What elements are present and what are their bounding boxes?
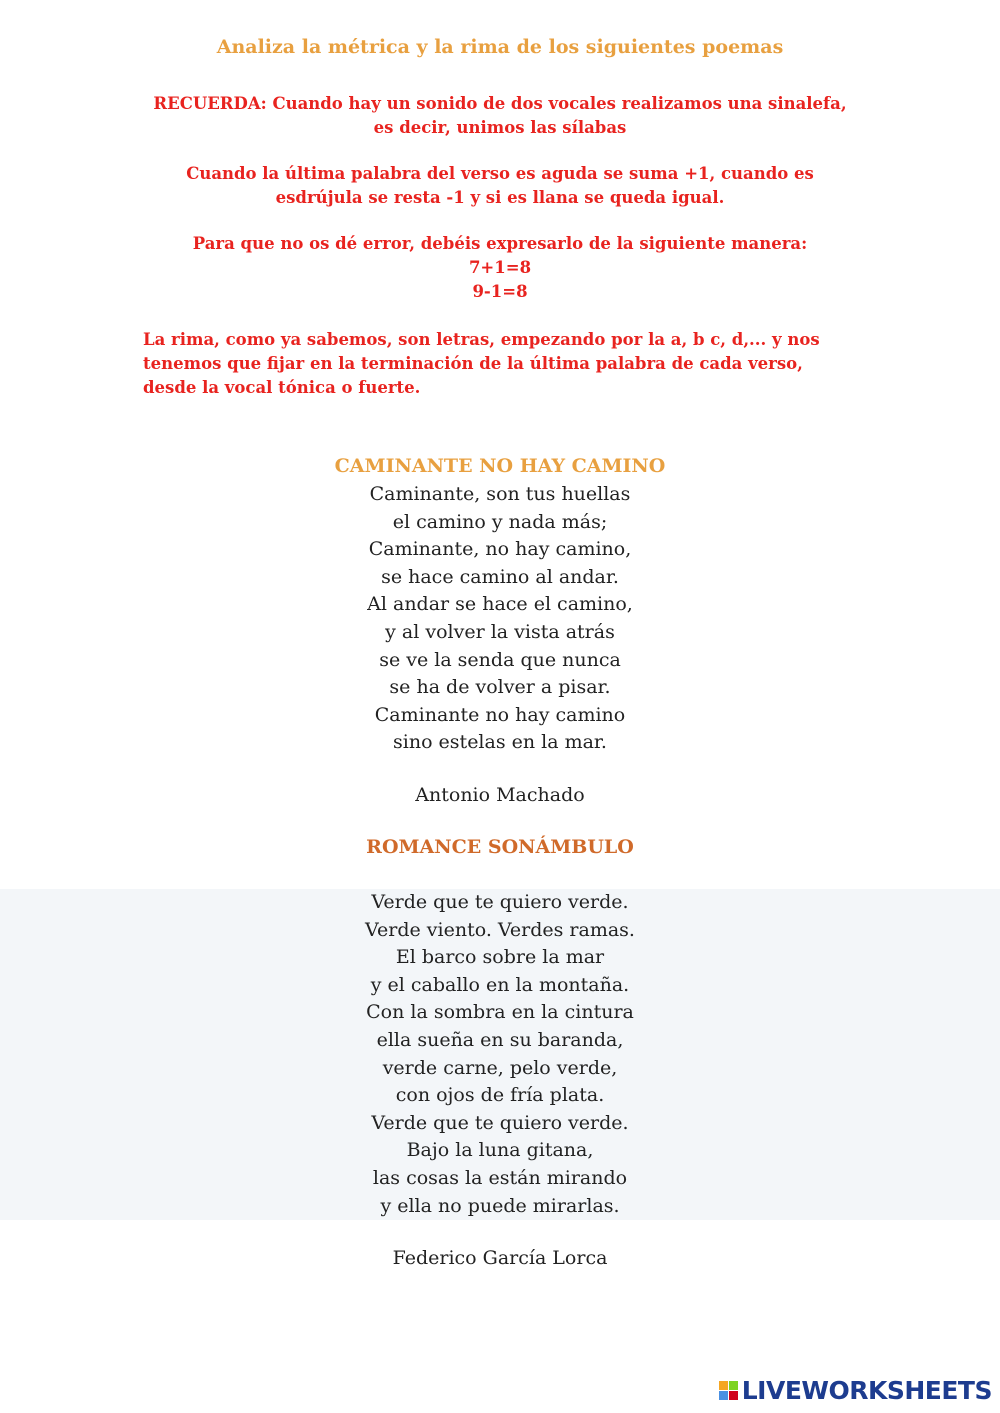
poem-line: Verde que te quiero verde. bbox=[0, 889, 1000, 917]
instruction-line: esdrújula se resta -1 y si es llana se queda igual. bbox=[275, 188, 725, 207]
poem-line: y el caballo en la montaña. bbox=[0, 972, 1000, 1000]
instruction-line: La rima, como ya sabemos, son letras, empezando por la a, b c, d,... y nos bbox=[143, 330, 820, 349]
instruction-line: desde la vocal tónica o fuerte. bbox=[143, 378, 421, 397]
formula-example: 9-1=8 bbox=[472, 282, 528, 301]
poem-title-romance: ROMANCE SONÁMBULO bbox=[366, 836, 634, 858]
poem-line: Caminante, no hay camino, bbox=[368, 538, 632, 561]
poem-caminante bbox=[0, 481, 1000, 757]
instruction-line: es decir, unimos las sílabas bbox=[373, 118, 627, 137]
poem-author-lorca: Federico García Lorca bbox=[392, 1247, 608, 1269]
instruction-line: Cuando la última palabra del verso es aguda se suma +1, cuando es bbox=[186, 164, 814, 183]
worksheet-title: Analiza la métrica y la rima de los siguientes poemas bbox=[216, 36, 784, 58]
poem-line: Con la sombra en la cintura bbox=[0, 999, 1000, 1027]
poem-line: verde carne, pelo verde, bbox=[0, 1055, 1000, 1083]
poem-author-machado: Antonio Machado bbox=[415, 784, 585, 806]
instruction-line: Para que no os dé error, debéis expresarlo de la siguiente manera: bbox=[192, 234, 808, 253]
poem-title-caminante: CAMINANTE NO HAY CAMINO bbox=[334, 455, 666, 477]
instruction-recuerda bbox=[0, 92, 1000, 140]
poem-line: Verde viento. Verdes ramas. bbox=[0, 917, 1000, 945]
poem-line: se hace camino al andar. bbox=[381, 565, 619, 588]
poem-line: Verde que te quiero verde. bbox=[0, 1110, 1000, 1138]
poem-line: Al andar se hace el camino, bbox=[367, 593, 633, 616]
liveworksheets-logo-text: LIVEWORKSHEETS bbox=[741, 1375, 992, 1405]
poem-line: El barco sobre la mar bbox=[0, 944, 1000, 972]
instruction-line: tenemos que fijar en la terminación de la última palabra de cada verso, bbox=[143, 354, 803, 373]
poem-line: y al volver la vista atrás bbox=[385, 620, 615, 643]
poem-line: Caminante, son tus huellas bbox=[369, 483, 631, 505]
formula-example: 7+1=8 bbox=[468, 258, 532, 277]
poem-line: Caminante no hay camino bbox=[374, 703, 626, 726]
liveworksheets-logo-icon bbox=[719, 1381, 738, 1400]
poem-line: y ella no puede mirarlas. bbox=[0, 1193, 1000, 1221]
poem-line: con ojos de fría plata. bbox=[0, 1082, 1000, 1110]
poem-line: el camino y nada más; bbox=[392, 510, 608, 533]
liveworksheets-logo[interactable] bbox=[719, 1375, 992, 1405]
poem-romance bbox=[0, 889, 1000, 1220]
poem-line: Bajo la luna gitana, bbox=[0, 1137, 1000, 1165]
instruction-rima bbox=[143, 328, 863, 400]
instruction-formato bbox=[0, 232, 1000, 304]
poem-line: las cosas la están mirando bbox=[0, 1165, 1000, 1193]
poem-line: ella sueña en su baranda, bbox=[0, 1027, 1000, 1055]
poem-line: sino estelas en la mar. bbox=[393, 731, 607, 754]
instruction-line: RECUERDA: Cuando hay un sonido de dos vocales realizamos una sinalefa, bbox=[153, 94, 847, 113]
poem-line: se ha de volver a pisar. bbox=[389, 676, 611, 699]
instruction-aguda bbox=[0, 162, 1000, 210]
poem-line: se ve la senda que nunca bbox=[379, 648, 621, 671]
